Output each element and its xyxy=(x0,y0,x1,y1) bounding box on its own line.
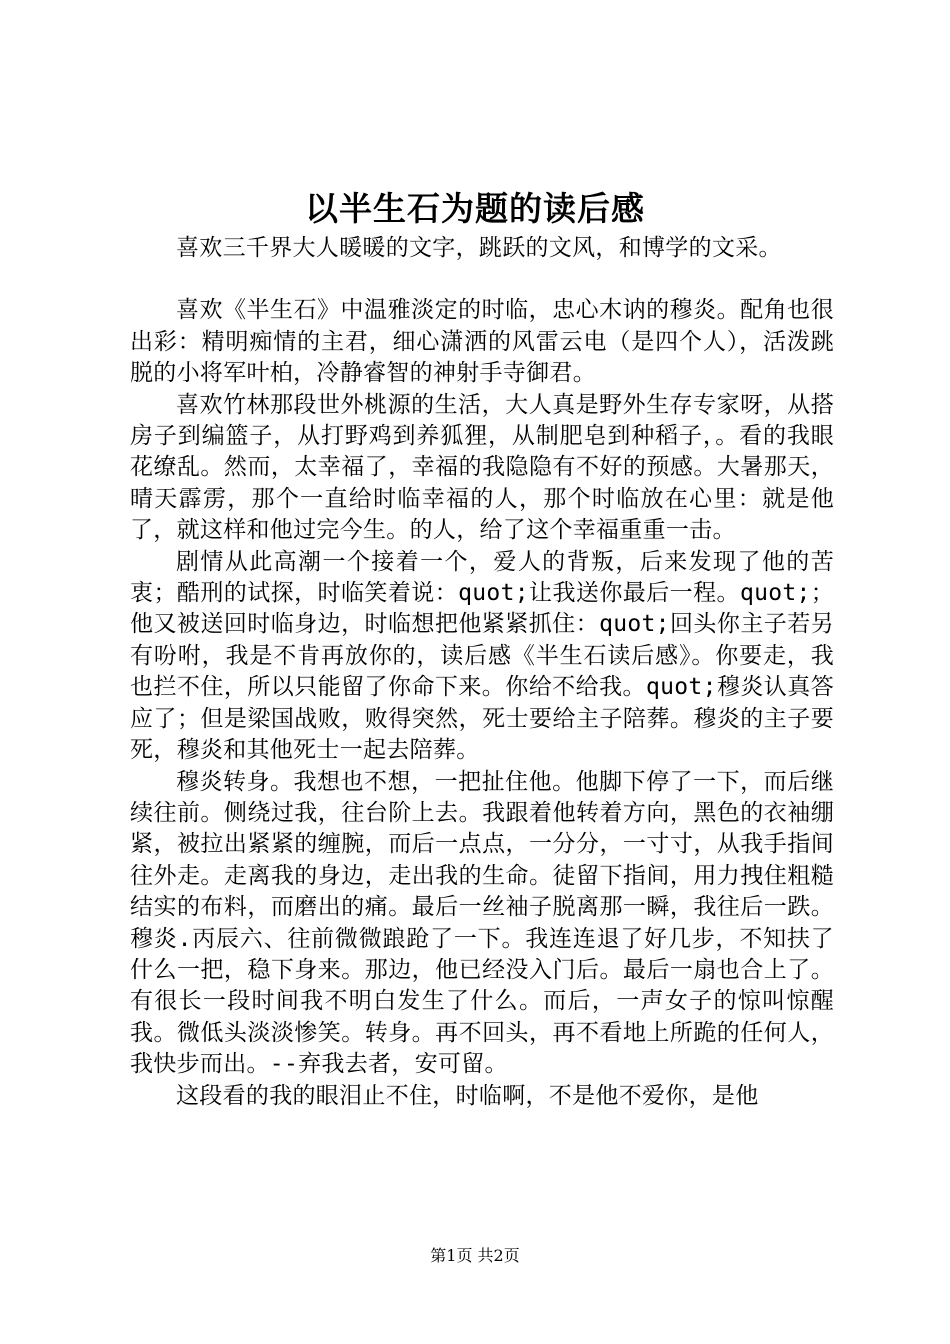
document-body xyxy=(130,233,834,1112)
page-footer: 第1页 共2页 xyxy=(430,1246,520,1265)
paragraph-bamboo-forest: 喜欢竹林那段世外桃源的生活，大人真是野外生存专家呀，从搭房子到编篮子，从打野鸡到养狐狸，从制肥皂到种稻子，。看的我眼花缭乱。然而，太幸福了，幸福的我隐隐有不好的预感。大暑那天，晴天霹雳，那个一直给时临幸福的人，那个时临放在心里：就是他了，就这样和他过完今生。的人，给了这个幸福重重一击。 xyxy=(130,391,834,544)
paragraph-farewell-scene: 穆炎转身。我想也不想，一把扯住他。他脚下停了一下，而后继续往前。侧绕过我，往台阶上去。我跟着他转着方向，黑色的衣袖绷紧，被拉出紧紧的缠腕，而后一点点，一分分，一寸寸，从我手指间往外走。走离我的身边，走出我的生命。徒留下指间，用力拽住粗糙结实的布料，而磨出的痛。最后一丝袖子脱离那一瞬，我往后一跌。穆炎.丙辰六、往前微微踉跄了一下。我连连退了好几步，不知扶了什么一把，稳下身来。那边，他已经没入门后。最后一扇也合上了。有很长一段时间我不明白发生了什么。而后，一声女子的惊叫惊醒我。微低头淡淡惨笑。转身。再不回头，再不看地上所跪的任何人，我快步而出。--弃我去者，安可留。 xyxy=(130,768,834,1078)
paragraph-characters: 喜欢《半生石》中温雅淡定的时临，忠心木讷的穆炎。配角也很出彩：精明痴情的主君，细心潇洒的风雷云电（是四个人），活泼跳脱的小将军叶柏，冷静睿智的神射手寺御君。 xyxy=(130,297,834,387)
paragraph-intro: 喜欢三千界大人暖暖的文字，跳跃的文风，和博学的文采。 xyxy=(176,235,782,261)
paragraph-plot-climax: 剧情从此高潮一个接着一个，爱人的背叛，后来发现了他的苦衷；酷刑的试探，时临笑着说：quot;让我送你最后一程。quot;；他又被送回时临身边，时临想把他紧紧抓住：quot;回头你主子若另有吩咐，我是不肯再放你的，读后感《半生石读后感》。你要走，我也拦不住，所以只能留了你命下来。你给不给我。quot;穆炎认真答应了；但是梁国战败，败得突然，死士要给主子陪葬。穆炎的主子要死，穆炎和其他死士一起去陪葬。 xyxy=(130,548,834,764)
document-title: 以半生石为题的读后感 xyxy=(305,189,645,228)
paragraph-tears: 这段看的我的眼泪止不住，时临啊，不是他不爱你，是他 xyxy=(176,1082,759,1109)
